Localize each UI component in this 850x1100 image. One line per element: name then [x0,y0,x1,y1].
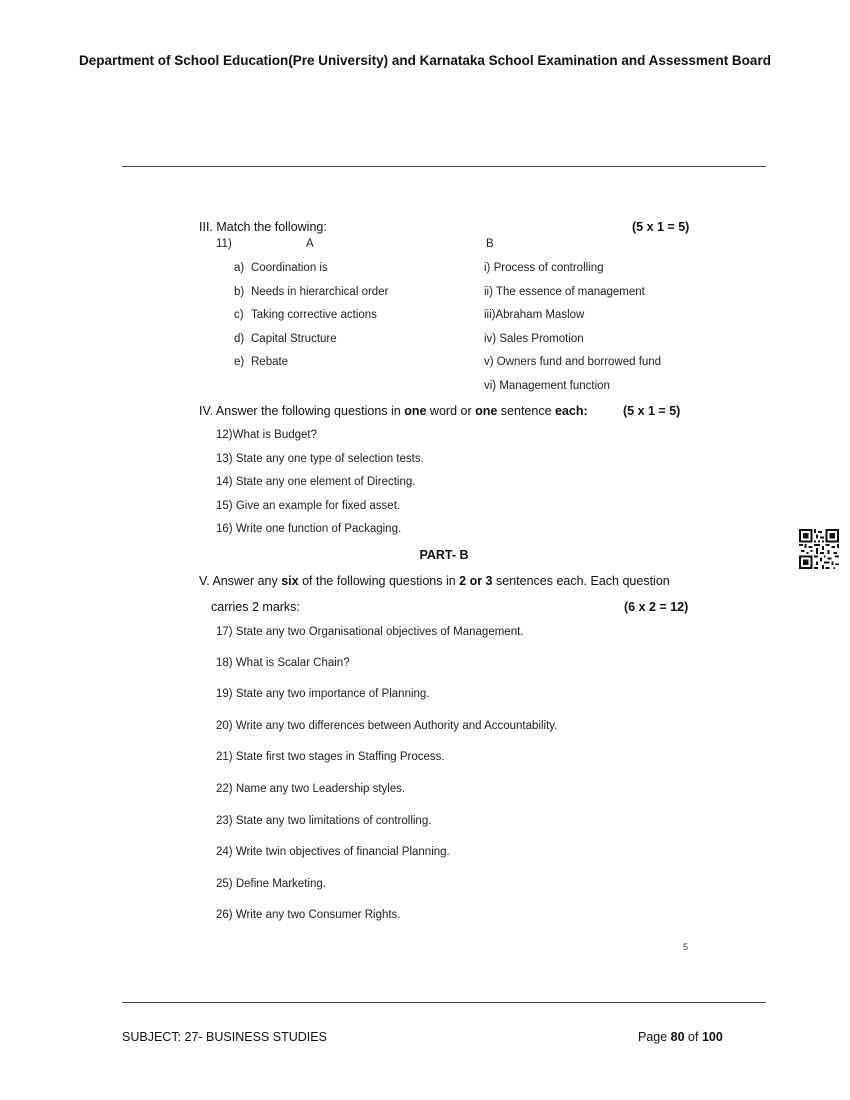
question-item: 26) Write any two Consumer Rights. [216,909,401,921]
question-item: 16) Write one function of Packaging. [216,523,402,535]
match-b-item: ii) The essence of management [484,286,645,298]
question-item: 14) State any one element of Directing. [216,476,416,488]
question-item: 15) Give an example for fixed asset. [216,500,401,512]
header-divider [122,166,766,167]
question-item: 13) State any one type of selection tests. [216,453,424,465]
match-a-text: Needs in hierarchical order [251,286,389,298]
column-b-label: B [486,238,494,250]
match-a-letter: b) [234,286,245,298]
question-item: 21) State first two stages in Staffing Process. [216,751,445,763]
section-4-heading: IV. Answer the following questions in one word or one sentence each: [199,404,588,418]
match-a-letter: e) [234,356,245,368]
question-item: 20) Write any two differences between Authority and Accountability. [216,720,558,732]
match-a-letter: d) [234,333,245,345]
match-a-text: Taking corrective actions [251,309,377,321]
match-b-item: iii)Abraham Maslow [484,309,585,321]
page-header-title: Department of School Education(Pre University) and Karnataka School Examination and Assessment Board [79,53,771,68]
match-a-text: Capital Structure [251,333,337,345]
match-a-text: Rebate [251,356,289,368]
question-item: 17) State any two Organisational objectives of Management. [216,626,524,638]
footer-subject: SUBJECT: 27- BUSINESS STUDIES [122,1030,327,1044]
match-a-letter: c) [234,309,244,321]
column-a-label: A [306,238,314,250]
question-item: 25) Define Marketing. [216,878,326,890]
section-4-marks: (5 x 1 = 5) [623,404,681,418]
question-item: 19) State any two importance of Planning. [216,688,430,700]
section-5-heading-line2: carries 2 marks: [211,600,300,614]
question-item: 24) Write twin objectives of financial Planning. [216,846,450,858]
question-item: 22) Name any two Leadership styles. [216,783,406,795]
qr-code-icon [799,529,839,569]
part-b-title: PART- B [419,548,469,562]
section-5-heading: V. Answer any six of the following questions in 2 or 3 sentences each. Each question [199,574,670,588]
footer-page-number: Page 80 of 100 [638,1030,723,1044]
match-a-text: Coordination is [251,262,328,274]
question-item: 12)What is Budget? [216,429,318,441]
question-11-number: 11) [216,238,232,250]
match-b-item: i) Process of controlling [484,262,604,274]
section-3-marks: (5 x 1 = 5) [632,220,690,234]
footer-divider [122,1002,766,1003]
match-b-item: vi) Management function [484,380,610,392]
match-b-item: v) Owners fund and borrowed fund [484,356,662,368]
section-3-heading: III. Match the following: [199,220,327,234]
question-item: 18) What is Scalar Chain? [216,657,350,669]
question-item: 23) State any two limitations of controlling. [216,815,432,827]
inner-page-number: 5 [683,942,689,952]
match-b-item: iv) Sales Promotion [484,333,584,345]
section-5-marks: (6 x 2 = 12) [624,600,689,614]
match-a-letter: a) [234,262,245,274]
